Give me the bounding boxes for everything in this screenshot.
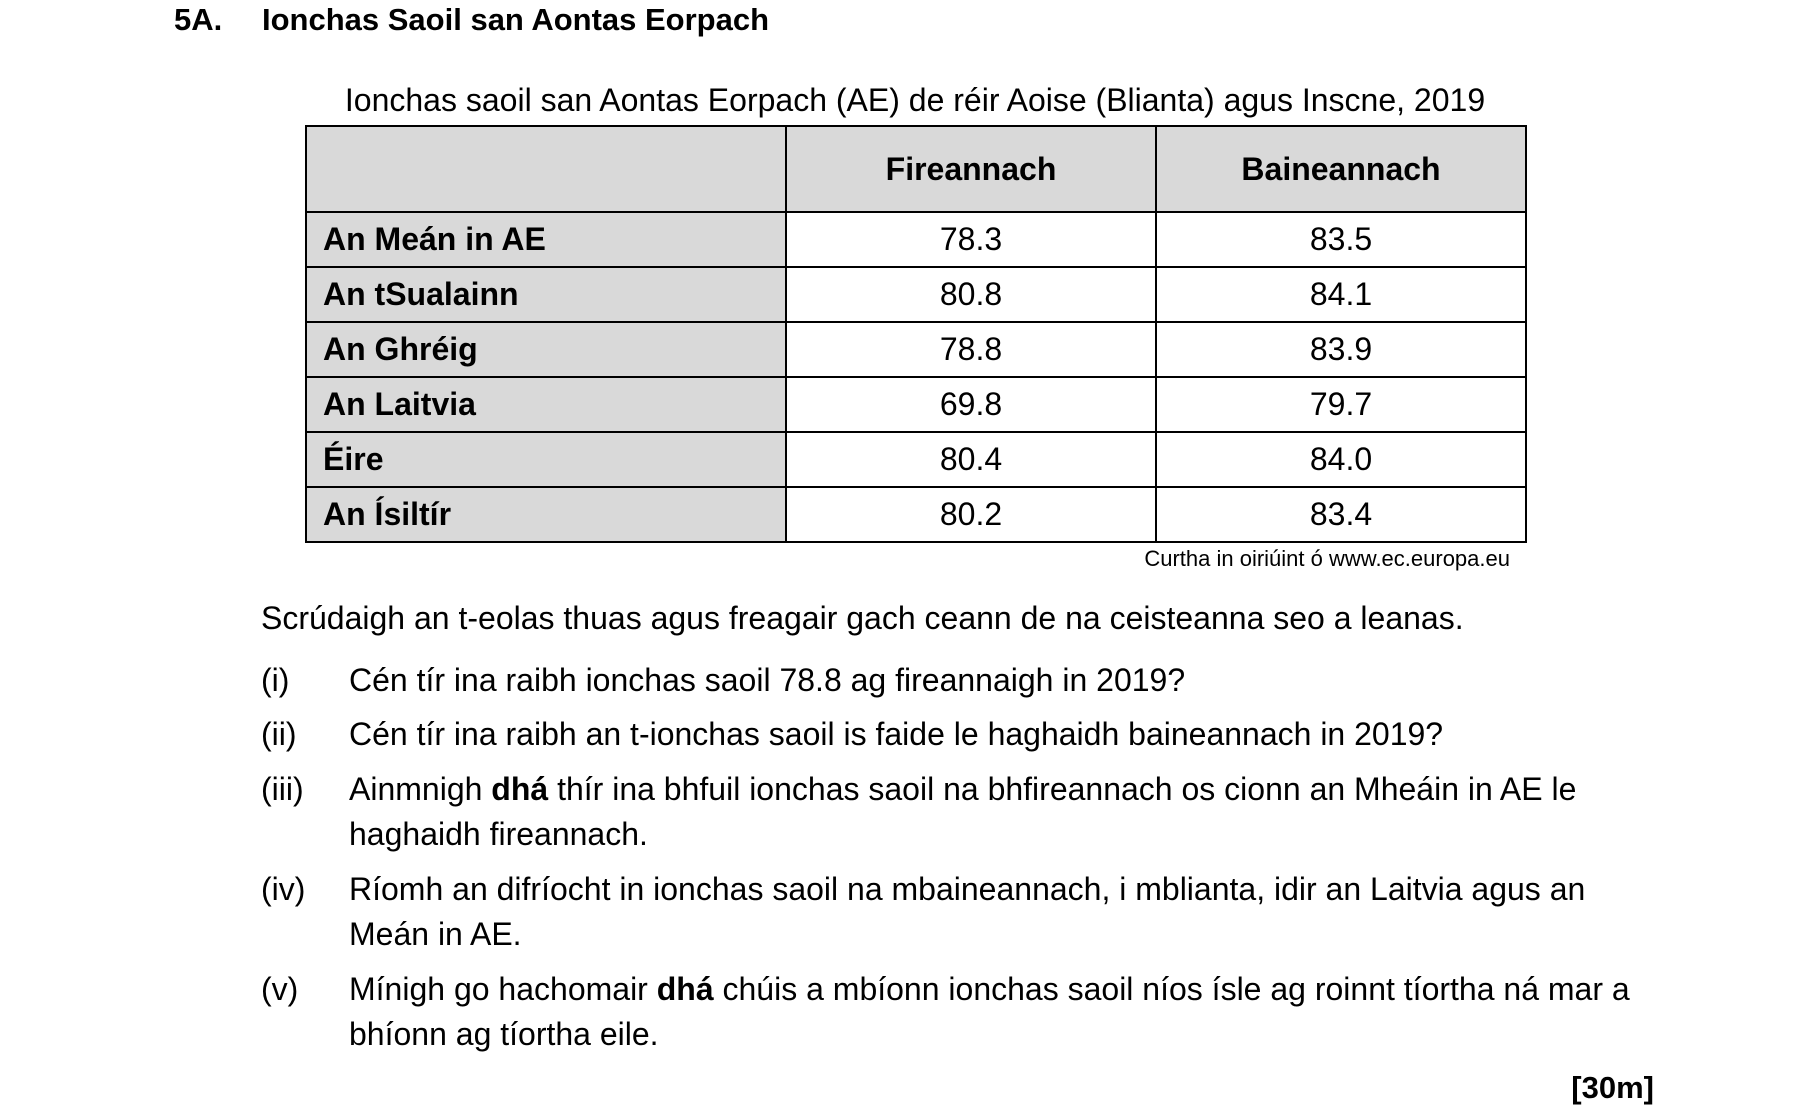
table-row bbox=[306, 212, 1526, 267]
table-header-row bbox=[306, 126, 1526, 212]
male-value: 80.8 bbox=[786, 267, 1156, 322]
row-label: An Ísiltír bbox=[306, 487, 786, 542]
row-label: An tSualainn bbox=[306, 267, 786, 322]
question-item-ii bbox=[261, 712, 1661, 757]
question-label: (iv) bbox=[261, 871, 306, 907]
row-label: An Ghréig bbox=[306, 322, 786, 377]
question-heading bbox=[174, 2, 769, 38]
row-label: An Laitvia bbox=[306, 377, 786, 432]
question-text: Mínigh go hachomair dhá chúis a mbíonn ionchas saoil níos ísle ag roinnt tíortha ná mar a bhíonn ag tíortha eile. bbox=[349, 971, 1630, 1052]
question-item-iii bbox=[261, 767, 1661, 857]
question-text: Ríomh an difríocht in ionchas saoil na mbaineannach, i mblianta, idir an Laitvia agus an Meán in AE. bbox=[349, 871, 1586, 952]
row-label: An Meán in AE bbox=[306, 212, 786, 267]
male-value: 80.4 bbox=[786, 432, 1156, 487]
female-value: 83.9 bbox=[1156, 322, 1526, 377]
question-item-iv bbox=[261, 867, 1661, 957]
question-label: (ii) bbox=[261, 716, 297, 752]
male-value: 69.8 bbox=[786, 377, 1156, 432]
female-value: 79.7 bbox=[1156, 377, 1526, 432]
table-row bbox=[306, 432, 1526, 487]
question-label: (i) bbox=[261, 662, 290, 698]
female-value: 83.5 bbox=[1156, 212, 1526, 267]
table-caption: Ionchas saoil san Aontas Eorpach (AE) de réir Aoise (Blianta) agus Inscne, 2019 bbox=[344, 82, 1486, 118]
table-row bbox=[306, 322, 1526, 377]
table-header-blank bbox=[306, 126, 786, 212]
table-header-female: Baineannach bbox=[1156, 126, 1526, 212]
table-row bbox=[306, 267, 1526, 322]
male-value: 78.8 bbox=[786, 322, 1156, 377]
question-text: Cén tír ina raibh an t-ionchas saoil is faide le haghaidh baineannach in 2019? bbox=[349, 716, 1444, 752]
female-value: 84.1 bbox=[1156, 267, 1526, 322]
question-label: (iii) bbox=[261, 771, 304, 807]
question-number: 5A. bbox=[174, 2, 223, 37]
marks-total: [30m] bbox=[1571, 1070, 1654, 1105]
female-value: 83.4 bbox=[1156, 487, 1526, 542]
question-item-i bbox=[261, 658, 1661, 703]
table-header-male: Fireannach bbox=[786, 126, 1156, 212]
female-value: 84.0 bbox=[1156, 432, 1526, 487]
table-row bbox=[306, 487, 1526, 542]
question-text: Cén tír ina raibh ionchas saoil 78.8 ag fireannaigh in 2019? bbox=[349, 662, 1186, 698]
table-source-note: Curtha in oiriúint ó www.ec.europa.eu bbox=[1144, 546, 1510, 571]
question-item-v bbox=[261, 967, 1661, 1057]
question-label: (v) bbox=[261, 971, 299, 1007]
male-value: 78.3 bbox=[786, 212, 1156, 267]
row-label: Éire bbox=[306, 432, 786, 487]
question-text: Ainmnigh dhá thír ina bhfuil ionchas saoil na bhfireannach os cionn an Mheáin in AE le haghaidh fireannach. bbox=[349, 771, 1577, 852]
question-title: Ionchas Saoil san Aontas Eorpach bbox=[262, 2, 770, 37]
male-value: 80.2 bbox=[786, 487, 1156, 542]
life-expectancy-table bbox=[305, 125, 1527, 543]
table-row bbox=[306, 377, 1526, 432]
instructions-text: Scrúdaigh an t-eolas thuas agus freagair gach ceann de na ceisteanna seo a leanas. bbox=[261, 600, 1464, 636]
